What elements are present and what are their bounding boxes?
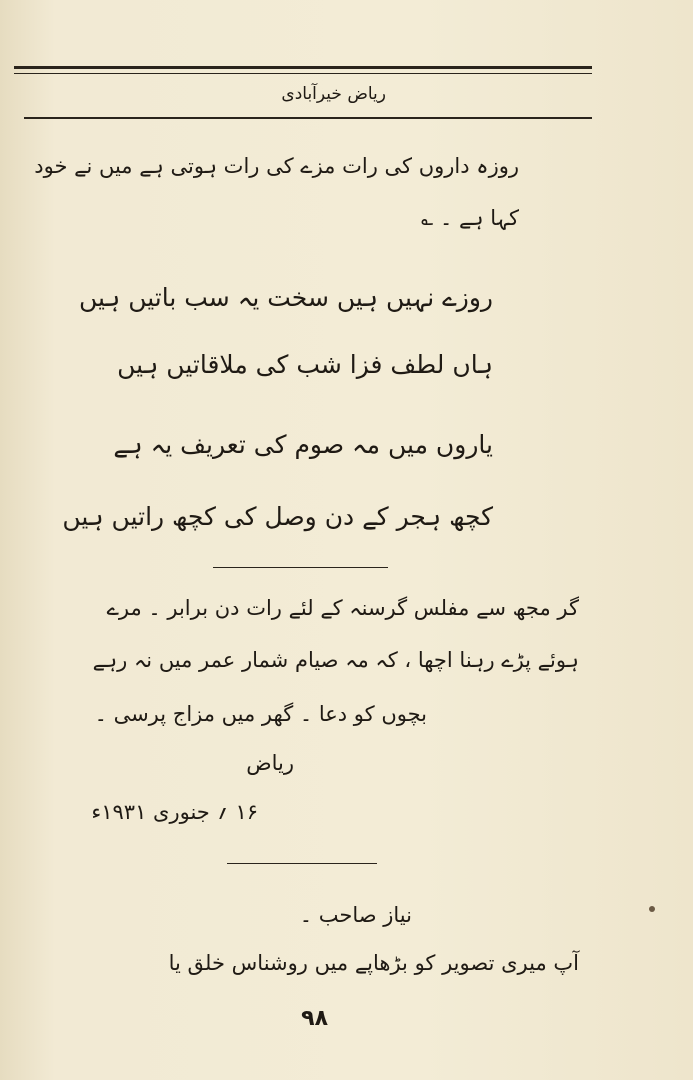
letter-line-3: بچوں کو دعا ۔ گھر میں مزاج پرسی ۔ <box>94 702 427 726</box>
intro-line-2: کہا ہے ۔ ؎ <box>421 206 519 230</box>
header-rule-top <box>14 66 592 69</box>
intro-line-1: روزہ داروں کی رات مزے کی رات ہوتی ہے میں نے خود <box>34 154 519 178</box>
header-rule-bottom <box>24 117 592 119</box>
verse-line-4: کچھ ہجر کے دن وصل کی کچھ راتیں ہیں <box>62 502 493 531</box>
letter-signature: ریاض <box>246 751 294 775</box>
verse-line-3: یاروں میں مہ صوم کی تعریف یہ ہے <box>113 430 493 459</box>
section-divider-1 <box>213 567 388 568</box>
letter-date: ۱۶ ؍ جنوری ۱۹۳۱ء <box>91 800 258 824</box>
section-divider-2 <box>227 863 377 864</box>
running-header-title: ریاض خیرآبادی <box>281 84 386 104</box>
next-salutation: نیاز صاحب ۔ <box>299 903 412 927</box>
header-rule-top-thin <box>14 73 592 74</box>
verse-line-1: روزے نہیں ہیں سخت یہ سب باتیں ہیں <box>79 283 493 312</box>
page-number: ۹۸ <box>301 1006 328 1031</box>
next-line-1: آپ میری تصویر کو بڑھاپے میں روشناس خلق یا <box>168 951 579 975</box>
letter-line-2: ہوئے پڑے رہنا اچھا ، کہ مہ صیام شمار عمر میں نہ رہے <box>92 648 579 672</box>
letter-line-1: گر مجھ سے مفلس گرسنہ کے لئے رات دن برابر ۔ مرے <box>106 596 579 620</box>
ink-spot <box>649 906 655 912</box>
verse-line-2: ہاں لطف فزا شب کی ملاقاتیں ہیں <box>117 350 493 379</box>
